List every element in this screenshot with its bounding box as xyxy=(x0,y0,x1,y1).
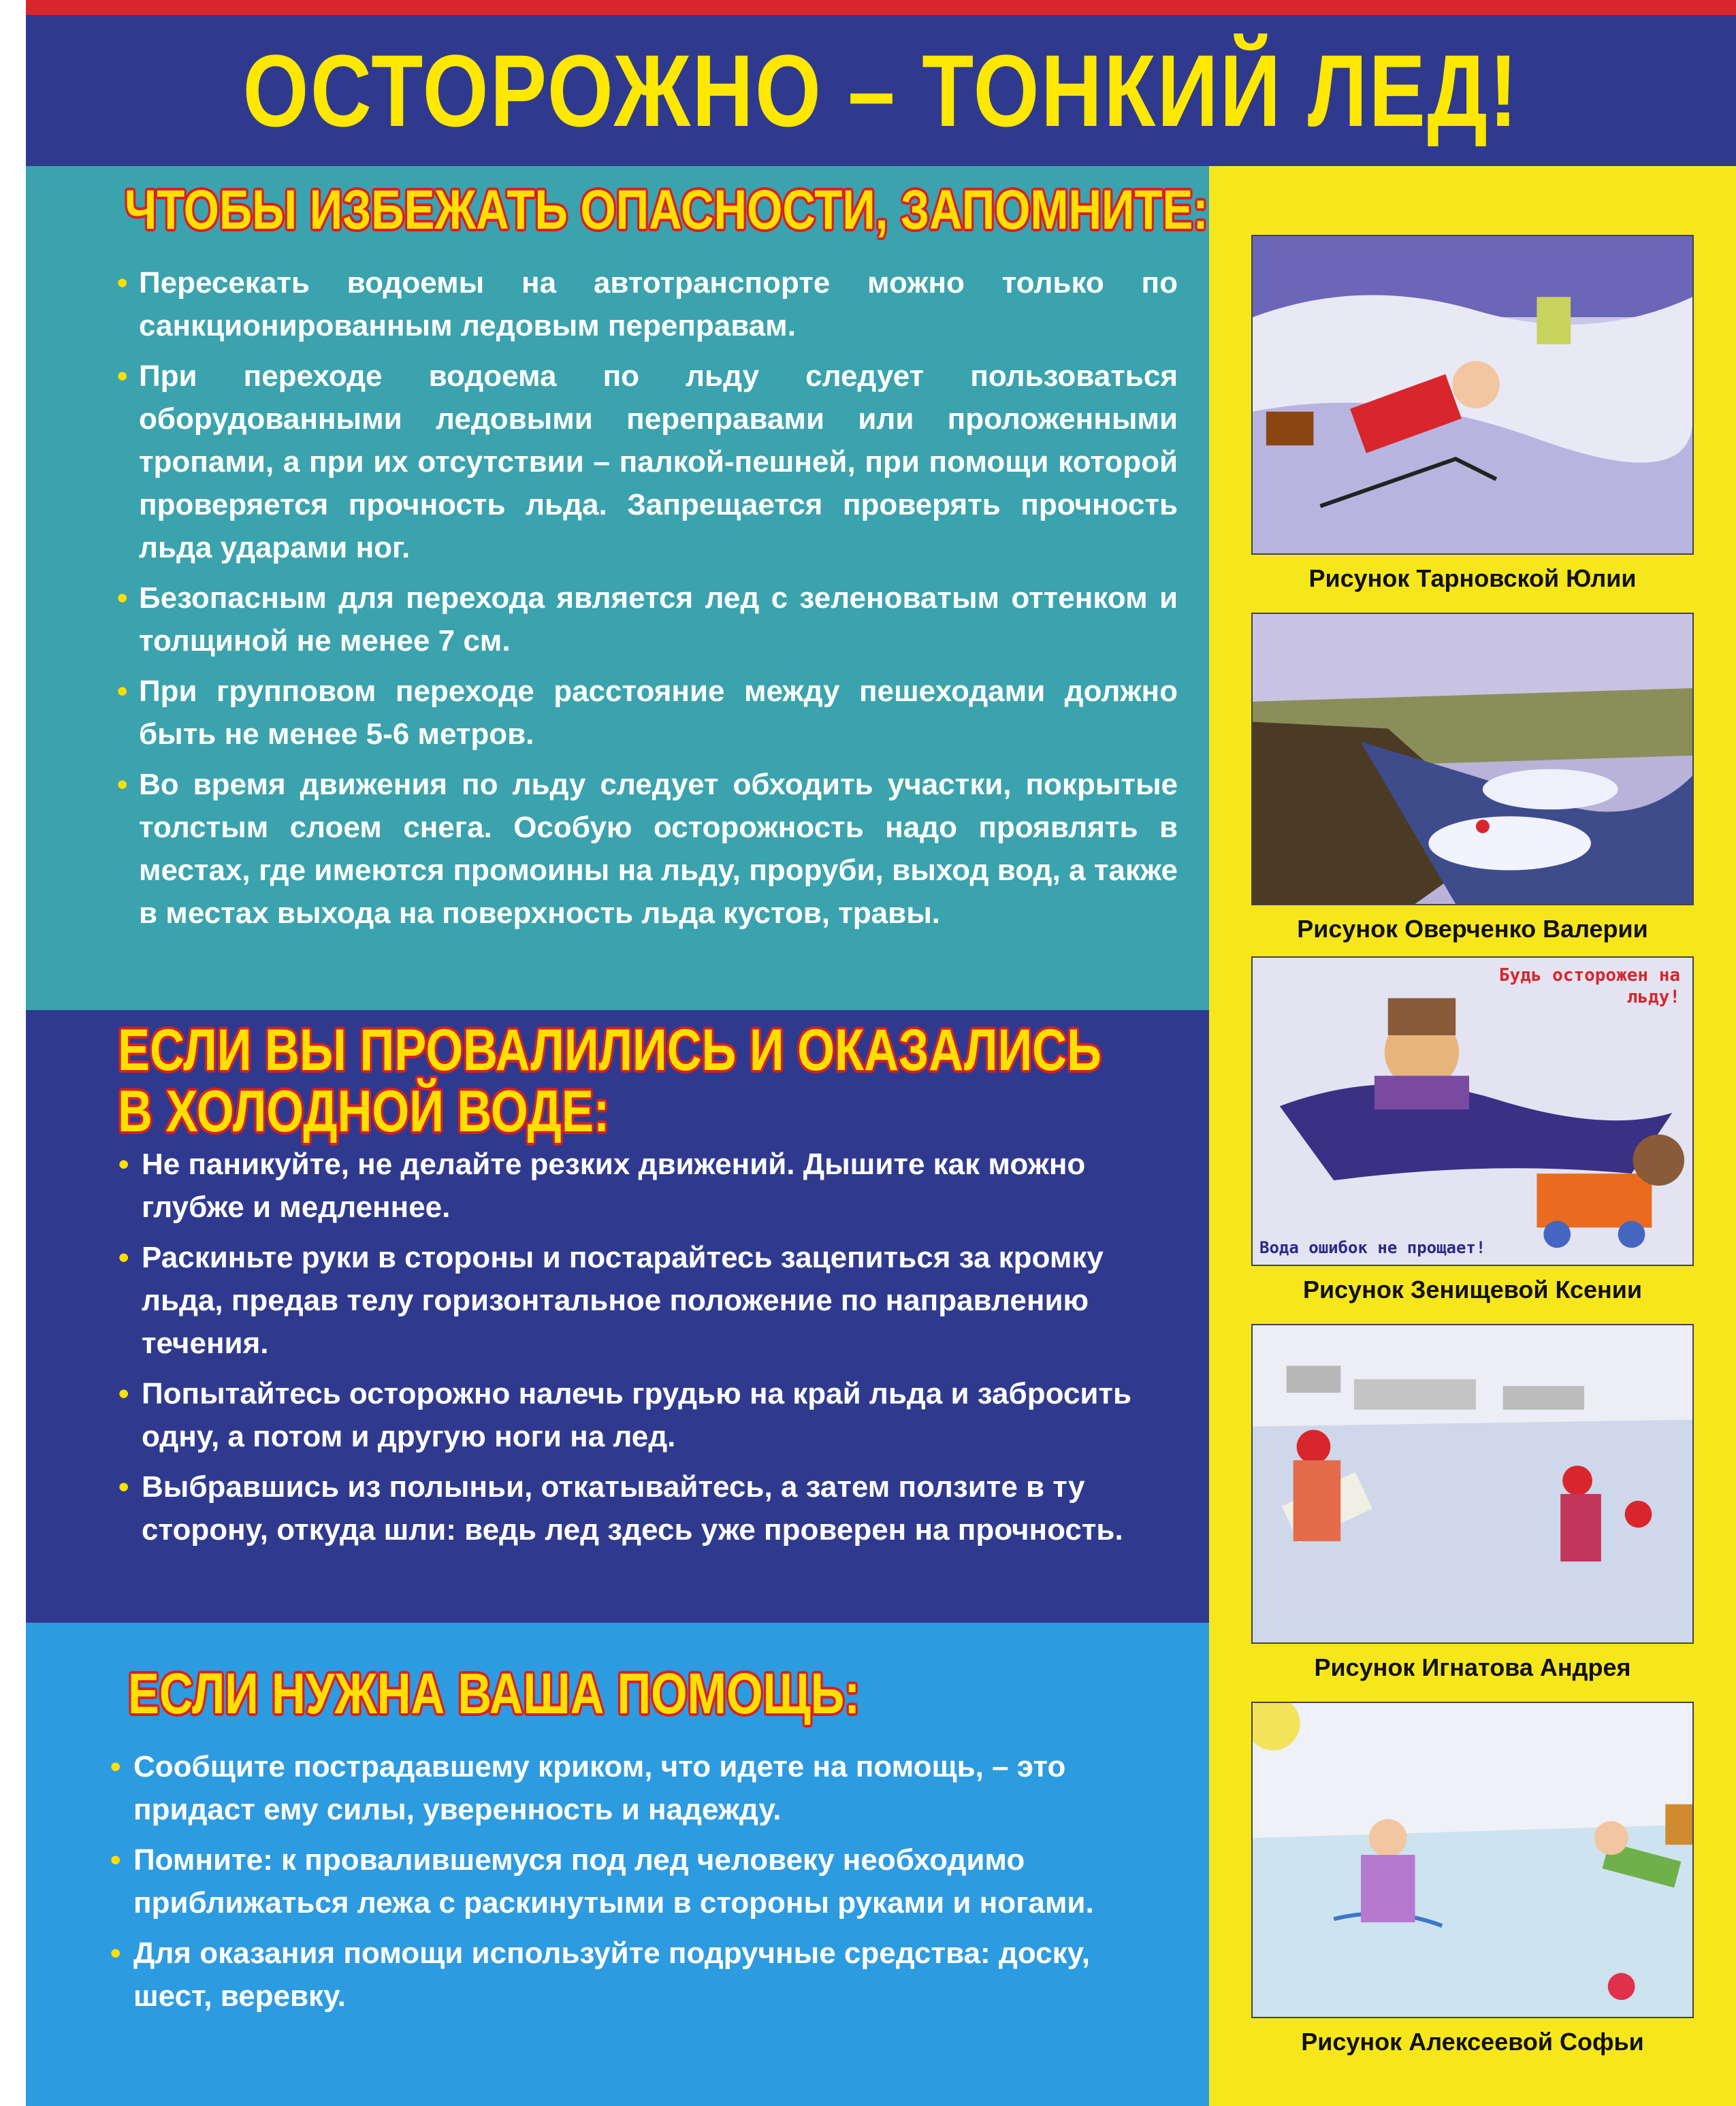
drawing-image xyxy=(1251,613,1694,905)
section3-list xyxy=(106,1745,1168,2025)
drawing-1-illustration xyxy=(1253,236,1692,553)
drawing-5-illustration xyxy=(1253,1703,1692,2017)
list-item: • Сообщите пострадавшему криком, что идете на помощь, – это придаст ему силы, уверенность и надежду. xyxy=(106,1745,1168,1831)
section3-heading: ЕСЛИ НУЖНА ВАША ПОМОЩЬ: xyxy=(128,1662,861,1726)
list-item: • Пересекать водоемы на автотранспорте можно только по санкционированным ледовым переправам. xyxy=(116,261,1178,347)
drawing-image xyxy=(1251,235,1694,555)
list-item: • Не паникуйте, не делайте резких движений. Дышите как можно глубже и медленнее. xyxy=(114,1143,1163,1229)
header-band xyxy=(26,15,1736,166)
list-item: • Во время движения по льду следует обходить участки, покрытые толстым слоем снега. Особую осторожность надо проявлять в местах, где имеются промоины на льду, проруби, выход вод, а также в местах выхода на поверхность льда кустов, травы. xyxy=(116,763,1178,935)
drawing-caption: Рисунок Зенищевой Ксении xyxy=(1302,1276,1643,1303)
drawing-3-inscription-bottom: Вода ошибок не прощает! xyxy=(1259,1238,1486,1257)
section-help-needed xyxy=(26,1623,1209,2106)
list-item: • Для оказания помощи используйте подручные средства: доску, шест, веревку. xyxy=(106,1932,1168,2018)
list-item: • Выбравшись из полыньи, откатывайтесь, а затем ползите в ту сторону, откуда шли: ведь лед здесь уже проверен на прочность. xyxy=(114,1465,1163,1551)
poster-title: ОСТОРОЖНО – ТОНКИЙ ЛЕД! xyxy=(242,33,1520,148)
section2-list xyxy=(114,1143,1163,1559)
drawing-3 xyxy=(1251,956,1694,1304)
drawing-5 xyxy=(1251,1702,1694,2056)
drawing-4-illustration xyxy=(1253,1325,1692,1642)
drawing-2 xyxy=(1251,613,1694,943)
drawing-image xyxy=(1251,1702,1694,2018)
section2-heading-line2: В ХОЛОДНОЙ ВОДЕ: xyxy=(118,1079,610,1144)
drawing-caption: Рисунок Оверченко Валерии xyxy=(1297,915,1648,943)
section-fell-through-ice xyxy=(26,1010,1209,1623)
drawing-caption: Рисунок Алексеевой Софьи xyxy=(1301,2028,1644,2056)
drawing-caption: Рисунок Тарновской Юлии xyxy=(1308,564,1637,592)
top-red-strip xyxy=(26,0,1736,15)
section-avoid-danger xyxy=(26,166,1209,1010)
section1-heading: ЧТОБЫ ИЗБЕЖАТЬ ОПАСНОСТИ, ЗАПОМНИТЕ: xyxy=(125,179,1208,241)
list-item: • При групповом переходе расстояние между пешеходами должно быть не менее 5-6 метров. xyxy=(116,670,1178,756)
list-item: • Безопасным для перехода является лед с зеленоватым оттенком и толщиной не менее 7 см. xyxy=(116,577,1178,662)
list-item: • При переходе водоема по льду следует пользоваться оборудованными ледовыми переправами или проложенными тропами, а при их отсутствии – палкой-пешней, при помощи которой проверяется прочность льда. Запрещается проверять прочность льда ударами ног. xyxy=(116,355,1178,569)
list-item: • Раскиньте руки в стороны и постарайтесь зацепиться за кромку льда, предав телу горизонтальное положение по направлению течения. xyxy=(114,1236,1163,1365)
list-item: • Попытайтесь осторожно налечь грудью на край льда и забросить одну, а потом и другую ноги на лед. xyxy=(114,1372,1163,1458)
drawing-2-illustration xyxy=(1253,614,1692,904)
drawing-1 xyxy=(1251,235,1694,593)
poster xyxy=(26,0,1736,2106)
drawing-3-inscription-top: Будь осторожен на льду! xyxy=(1498,965,1680,1007)
section2-heading-line1: ЕСЛИ ВЫ ПРОВАЛИЛИСЬ И ОКАЗАЛИСЬ xyxy=(118,1018,1102,1083)
section1-list xyxy=(116,261,1178,942)
drawing-4 xyxy=(1251,1324,1694,1682)
drawing-image xyxy=(1251,956,1694,1266)
list-item: • Помните: к провалившемуся под лед человеку необходимо приближаться лежа с раскинутыми в стороны руками и ногами. xyxy=(106,1838,1168,1924)
drawing-caption: Рисунок Игнатова Андрея xyxy=(1314,1653,1631,1681)
drawing-image xyxy=(1251,1324,1694,1644)
